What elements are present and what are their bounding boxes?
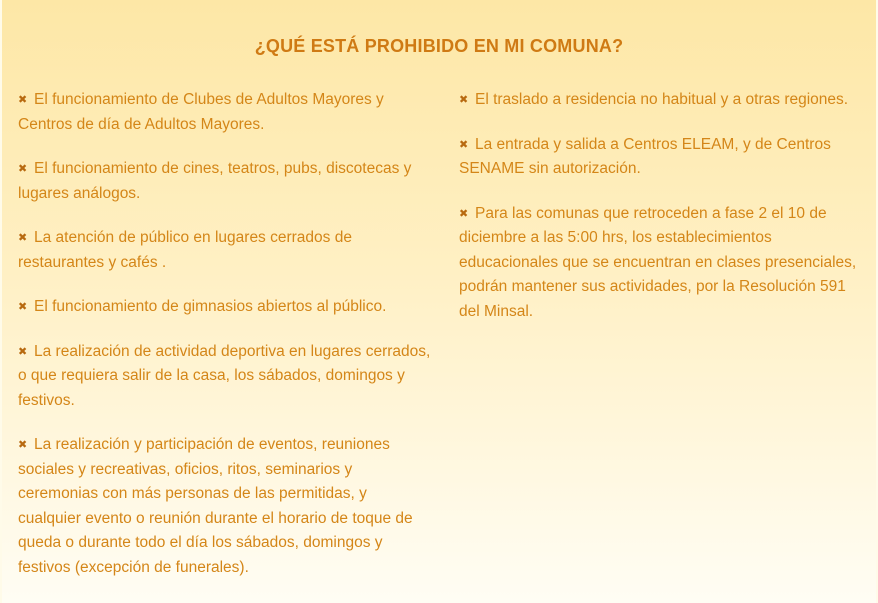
list-item-text: El funcionamiento de cines, teatros, pubs, discotecas y lugares análogos. [18, 160, 412, 202]
list-item [18, 340, 432, 414]
left-column [18, 88, 432, 600]
list-item-text: El funcionamiento de Clubes de Adultos Mayores y Centros de día de Adultos Mayores. [18, 91, 384, 133]
section-title: ¿QUÉ ESTÁ PROHIBIDO EN MI COMUNA? [254, 36, 624, 56]
x-mark-icon: ✖ [18, 232, 28, 244]
x-mark-icon: ✖ [18, 439, 28, 451]
list-item-text: El traslado a residencia no habitual y a otras regiones. [475, 91, 849, 108]
list-item [18, 226, 432, 275]
x-mark-icon: ✖ [459, 207, 469, 220]
x-mark-icon: ✖ [18, 163, 28, 175]
list-item-text: La realización y participación de eventos, reuniones sociales y recreativas, oficios, ritos, seminarios y ceremonias con más personas de las permitidas, y cualquier evento o reunión durante el horario de toque de queda o durante todo el día los sábados, domingos y festivos (excepción de funerales). [18, 436, 413, 576]
list-item [18, 295, 432, 320]
list-item-text: La realización de actividad deportiva en lugares cerrados, o que requiera salir de la casa, los sábados, domingos y festivos. [18, 342, 431, 409]
x-mark-icon: ✖ [18, 345, 28, 358]
x-mark-icon: ✖ [459, 138, 469, 151]
list-item [18, 433, 432, 580]
list-item-text: El funcionamiento de gimnasios abiertos al público. [34, 298, 387, 315]
list-item [459, 88, 867, 113]
list-item [18, 88, 432, 137]
right-column [459, 88, 867, 344]
x-mark-icon: ✖ [459, 94, 469, 106]
list-item [459, 202, 867, 325]
list-item-text: Para las comunas que retroceden a fase 2 el 10 de diciembre a las 5:00 hrs, los establecimientos educacionales que se encuentran en clases presenciales, podrán mantener sus actividades, por la Resolución 591 del Minsal. [459, 204, 857, 320]
list-item-text: La atención de público en lugares cerrados de restaurantes y cafés . [18, 229, 352, 271]
x-mark-icon: ✖ [18, 94, 28, 106]
list-item [18, 157, 432, 206]
list-item [459, 133, 867, 182]
x-mark-icon: ✖ [18, 301, 28, 313]
list-item-text: La entrada y salida a Centros ELEAM, y de Centros SENAME sin autorización. [459, 135, 831, 177]
